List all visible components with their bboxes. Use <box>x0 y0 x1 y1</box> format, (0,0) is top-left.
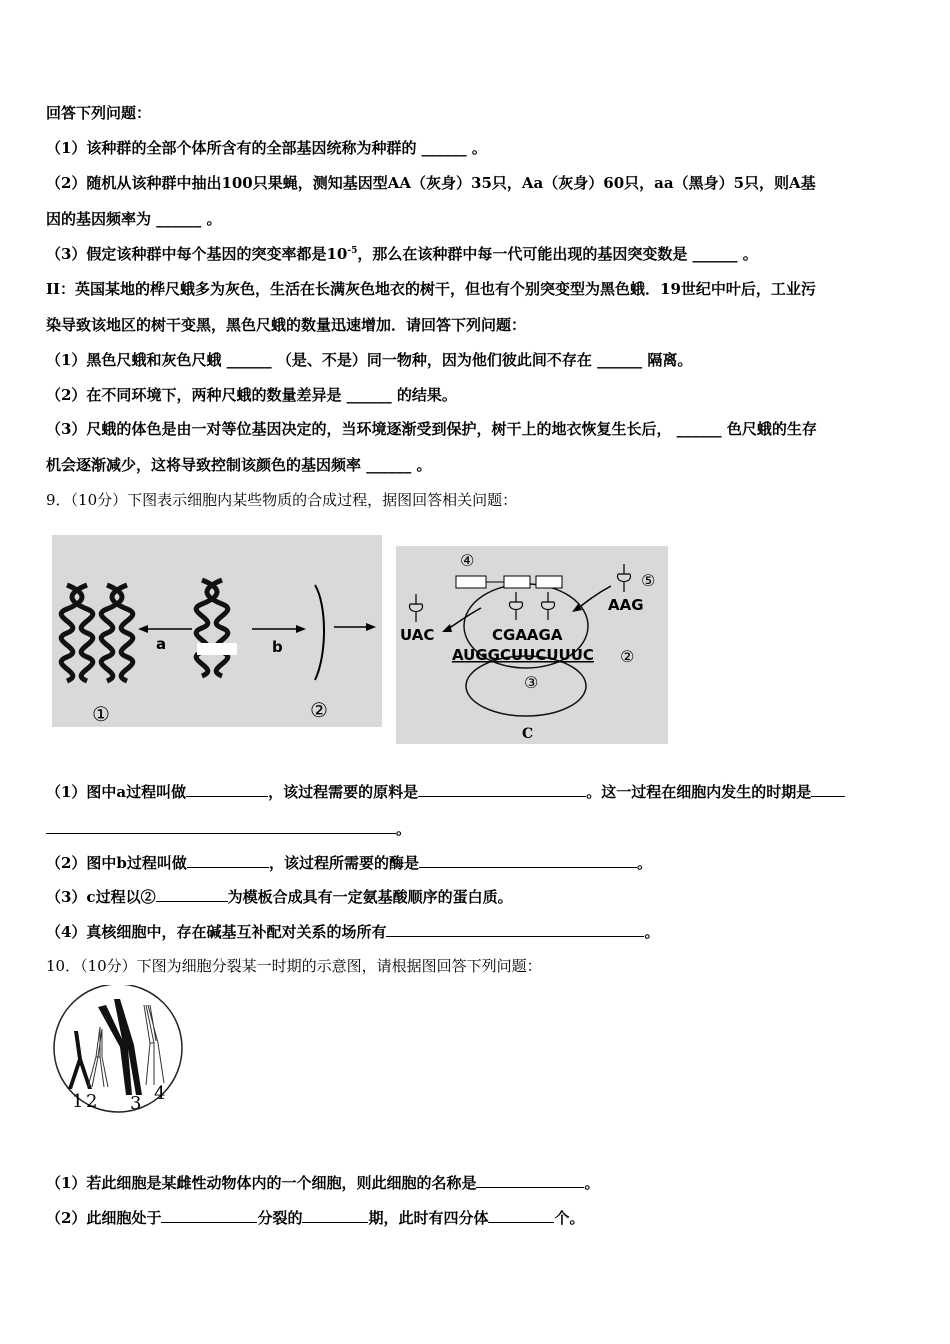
section-ii-q2: （2）在不同环境下，两种尺蛾的数量差异是 ______ 的结果。 <box>46 386 457 404</box>
peptide-box-1 <box>456 576 486 588</box>
q9-s1-pre: （1）图中a过程叫做 <box>46 783 187 801</box>
q9-s4-pre: （4）真核细胞中，存在碱基互补配对关系的场所有 <box>46 923 387 941</box>
enter-arrow <box>576 586 611 610</box>
q10-s2-mid2: 期，此时有四分体 <box>368 1209 489 1227</box>
q9-s3-blank[interactable] <box>156 887 228 902</box>
dna-diagram <box>52 535 382 727</box>
q9-s4 <box>46 921 659 942</box>
chromosome-label-2: 2 <box>86 1091 98 1112</box>
section-ii-intro-a: II：英国某地的桦尺蛾多为灰色，生活在长满灰色地衣的树干，但也有个别突变型为黑色蛾．19世纪中叶后，工业污 <box>46 280 816 298</box>
q3-post: ，那么在该种群中每一代可能出现的基因突变数是 ______ 。 <box>357 245 758 263</box>
q10-s2-blank-3[interactable] <box>488 1208 554 1223</box>
q10-s2-mid1: 分裂的 <box>257 1209 303 1227</box>
exit-arrow-head <box>442 624 452 632</box>
dna-helix-pair-left <box>61 585 133 681</box>
white-patch <box>197 643 237 655</box>
q9-s2-end: 。 <box>636 854 652 872</box>
q9-s1-post: 。这一过程在细胞内发生的时期是 <box>586 783 812 801</box>
label-2: ② <box>310 698 328 722</box>
peptide-box-3 <box>536 576 562 588</box>
q10-s2 <box>46 1207 585 1228</box>
q9-s1-blank-1[interactable] <box>186 782 268 797</box>
section-i-q3 <box>46 243 758 264</box>
q3-pre: （3）假定该种群中每个基因的突变率都是10 <box>46 245 348 263</box>
section-ii-q1: （1）黑色尺蛾和灰色尺蛾 ______ （是、不是）同一物种，因为他们彼此间不存在 ______ 隔离。 <box>46 351 693 369</box>
section-i-q2b: 因的基因频率为 ______ 。 <box>46 210 222 228</box>
q9-figure-right <box>396 546 668 744</box>
q9-figure-left <box>52 535 382 727</box>
q9-s1-blank-3[interactable] <box>811 782 845 797</box>
q9-s3 <box>46 886 513 907</box>
section-i-q1: （1）该种群的全部个体所含有的全部基因统称为种群的 ______ 。 <box>46 139 487 157</box>
q10-s1-blank[interactable] <box>476 1173 584 1188</box>
q10-s2-end: 个。 <box>554 1209 585 1227</box>
arrow-b-label: b <box>272 638 283 656</box>
chromosome-1 <box>68 1031 92 1089</box>
q9-s1-end: 。 <box>396 820 412 838</box>
label-3: ③ <box>524 673 539 692</box>
q9-title: 9．（10分）下图表示细胞内某些物质的合成过程，据图回答相关问题： <box>46 491 518 509</box>
q9-s1-mid: ，该过程需要的原料是 <box>268 783 419 801</box>
mrna-sequence: AUGGCUUCUUUC <box>452 646 594 664</box>
label-c: C <box>522 726 534 742</box>
peptide-box-2 <box>504 576 530 588</box>
q9-s2-blank-1[interactable] <box>187 853 269 868</box>
q9-s1-cont <box>46 818 411 839</box>
q9-s3-post: 为模板合成具有一定氨基酸顺序的蛋白质。 <box>227 888 513 906</box>
q9-s2-pre: （2）图中b过程叫做 <box>46 854 187 872</box>
chromosome-3 <box>98 999 142 1095</box>
q10-s2-blank-2[interactable] <box>302 1208 368 1223</box>
q9-s4-end: 。 <box>644 923 660 941</box>
section-ii-q3a: （3）尺蛾的体色是由一对等位基因决定的，当环境逐渐受到保护，树干上的地衣恢复生长后， ______ 色尺蛾的生存 <box>46 420 817 438</box>
chromosome-label-3: 3 <box>130 1093 142 1114</box>
anticodon-right: AAG <box>608 596 644 614</box>
trna-group <box>409 564 630 622</box>
q10-s2-pre: （2）此细胞处于 <box>46 1209 162 1227</box>
section-i-intro: 回答下列问题： <box>46 104 152 122</box>
trna-sequence: CGAAGA <box>492 626 563 644</box>
section-ii-intro-b: 染导致该地区的树干变黑，黑色尺蛾的数量迅速增加．请回答下列问题： <box>46 316 527 334</box>
q10-s1 <box>46 1172 599 1193</box>
label-5: ⑤ <box>641 571 656 590</box>
section-ii-q3b: 机会逐渐减少，这将导致控制该颜色的基因频率 ______ 。 <box>46 456 432 474</box>
q10-s2-blank-1[interactable] <box>161 1208 257 1223</box>
label-4: ④ <box>460 551 475 570</box>
q9-s4-blank[interactable] <box>386 922 644 937</box>
q3-exponent: -5 <box>347 246 358 256</box>
arrow-b-head <box>296 625 306 633</box>
chromosome-label-4: 4 <box>154 1083 166 1104</box>
q9-s3-pre: （3）c过程以② <box>46 888 156 906</box>
q10-title: 10．（10分）下图为细胞分裂某一时期的示意图，请根据图回答下列问题： <box>46 957 542 975</box>
q10-s1-pre: （1）若此细胞是某雌性动物体内的一个细胞，则此细胞的名称是 <box>46 1174 477 1192</box>
anticodon-left: UAC <box>400 626 435 644</box>
label-1: ① <box>92 702 110 726</box>
q9-s1-blank-2[interactable] <box>418 782 586 797</box>
dna-helix-middle <box>196 580 228 676</box>
translation-diagram <box>396 546 668 744</box>
arrow-c-head <box>366 623 376 631</box>
q10-figure <box>50 985 190 1115</box>
q10-s1-end: 。 <box>584 1174 600 1192</box>
mrna-strand <box>315 585 324 680</box>
arrow-a-label: a <box>156 635 167 653</box>
arrow-a-head <box>138 625 148 633</box>
q9-s2-mid: ，该过程所需要的酶是 <box>268 854 419 872</box>
chromosome-4 <box>144 1005 164 1085</box>
q9-s2-blank-2[interactable] <box>419 853 637 868</box>
q9-s1-blank-4[interactable] <box>46 819 396 834</box>
q9-s1 <box>46 781 845 802</box>
label-2-right: ② <box>620 647 635 666</box>
chromosome-label-1: 1 <box>72 1091 84 1112</box>
chromosome-2 <box>88 1027 108 1087</box>
q9-s2 <box>46 852 652 873</box>
cell-division-diagram <box>50 985 190 1115</box>
section-i-q2a: （2）随机从该种群中抽出100只果蝇，测知基因型AA（灰身）35只，Aa（灰身）60只，aa（黑身）5只，则A基 <box>46 174 816 192</box>
